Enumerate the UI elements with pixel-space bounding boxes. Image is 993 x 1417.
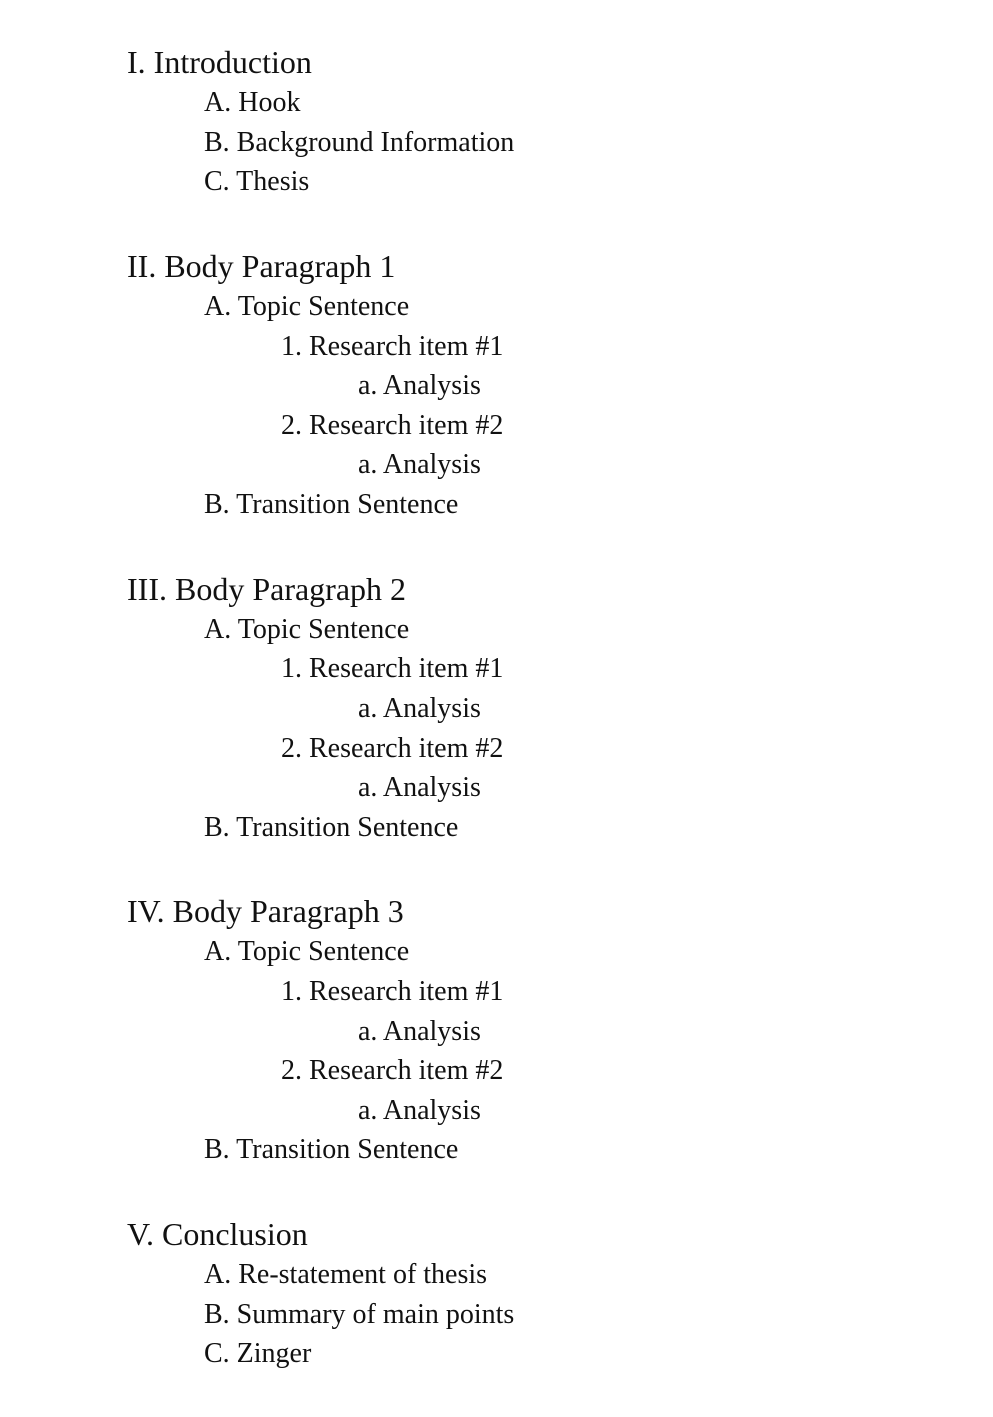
outline-item-level-1: B. Background Information	[204, 126, 515, 158]
outline-item-level-3: a. Analysis	[358, 772, 481, 804]
outline-item-level-1: B. Transition Sentence	[204, 488, 459, 520]
outline-item-level-1: B. Summary of main points	[204, 1298, 515, 1330]
outline-section	[127, 41, 514, 202]
outline-item-level-1: A. Re-statement of thesis	[204, 1259, 488, 1291]
outline-item-level-1: B. Transition Sentence	[204, 811, 459, 843]
outline-item-level-1: B. Transition Sentence	[204, 1134, 459, 1166]
outline-item-level-1: A. Topic Sentence	[204, 290, 410, 322]
outline-section	[127, 1213, 514, 1374]
section-heading: V. Conclusion	[127, 1216, 308, 1253]
outline-section	[127, 245, 514, 525]
section-heading: III. Body Paragraph 2	[127, 570, 407, 607]
outline-section	[127, 568, 514, 848]
section-heading: II. Body Paragraph 1	[127, 247, 396, 284]
outline-item-level-3: a. Analysis	[358, 370, 481, 402]
outline-item-level-2: 1. Research item #1	[281, 330, 504, 362]
outline-item-level-2: 1. Research item #1	[281, 653, 504, 685]
essay-outline	[127, 41, 514, 1417]
outline-item-level-1: A. Hook	[204, 87, 301, 118]
section-heading: I. Introduction	[127, 44, 312, 80]
outline-item-level-3: a. Analysis	[358, 449, 481, 481]
outline-section	[127, 890, 514, 1170]
outline-item-level-1: C. Thesis	[204, 166, 310, 198]
outline-item-level-3: a. Analysis	[358, 1094, 481, 1126]
outline-item-level-3: a. Analysis	[358, 692, 481, 724]
section-heading: IV. Body Paragraph 3	[127, 893, 404, 930]
outline-item-level-2: 1. Research item #1	[281, 976, 504, 1008]
outline-item-level-1: C. Zinger	[204, 1338, 312, 1370]
outline-item-level-2: 2. Research item #2	[281, 732, 504, 764]
outline-item-level-1: A. Topic Sentence	[204, 936, 410, 968]
outline-item-level-1: A. Topic Sentence	[204, 613, 410, 645]
outline-item-level-2: 2. Research item #2	[281, 1055, 504, 1087]
outline-item-level-2: 2. Research item #2	[281, 409, 504, 441]
outline-item-level-3: a. Analysis	[358, 1015, 481, 1047]
